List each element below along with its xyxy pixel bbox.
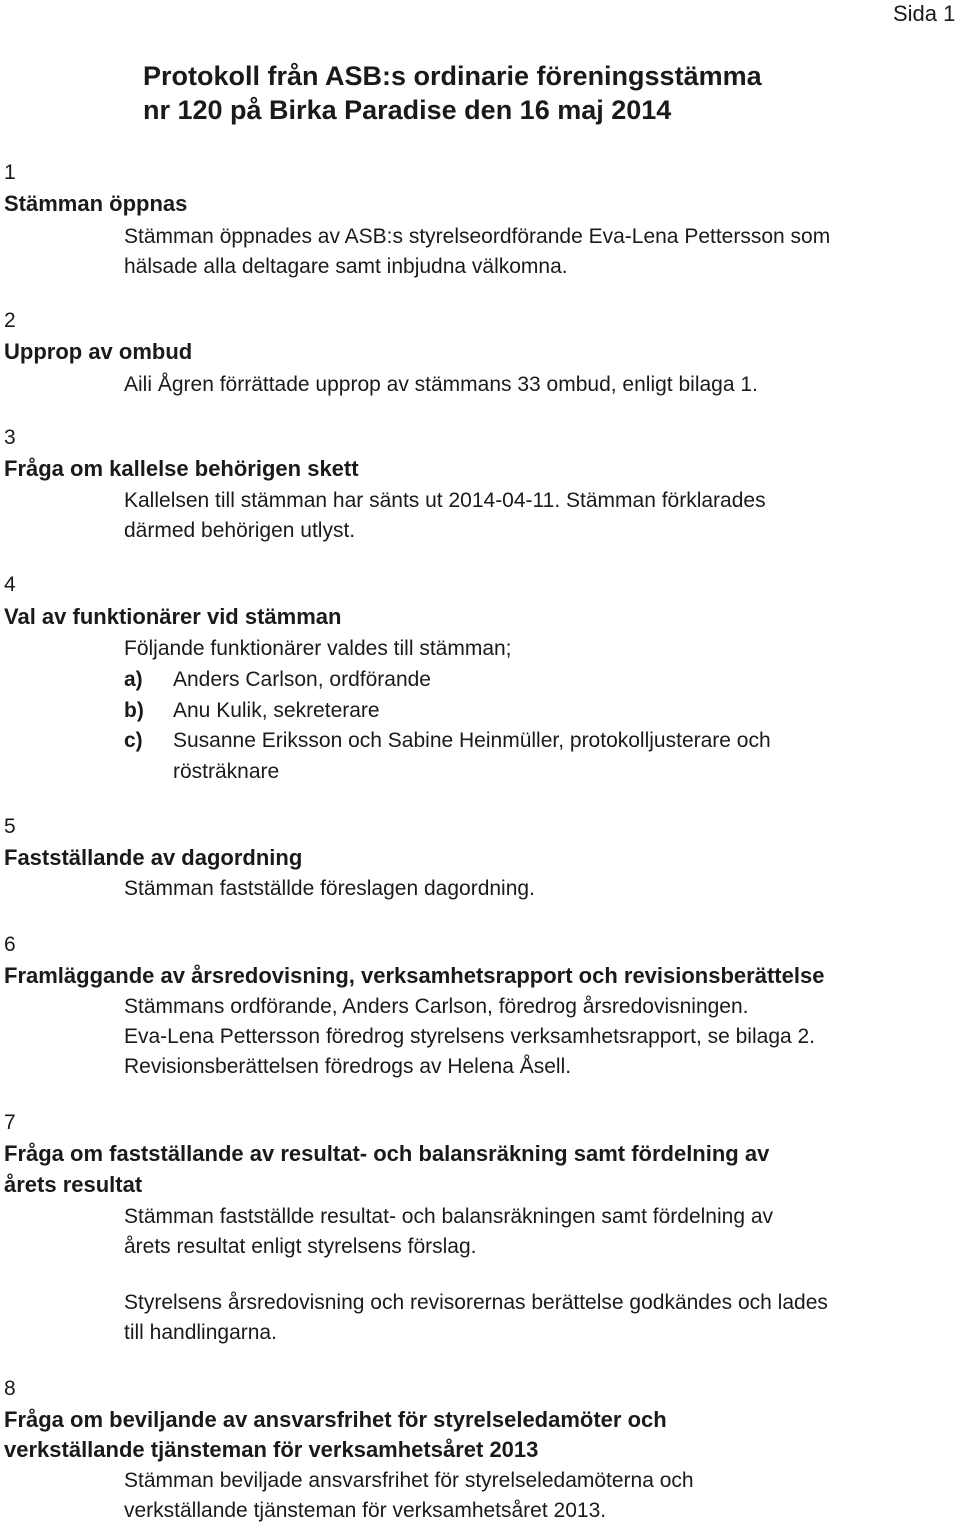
section-heading: Framläggande av årsredovisning, verksamhetsrapport och revisionsberättelse	[4, 963, 825, 988]
section-text: därmed behörigen utlyst.	[124, 519, 356, 542]
section-text: Revisionsberättelsen föredrogs av Helena Åsell.	[124, 1055, 572, 1078]
section-heading: Val av funktionärer vid stämman	[4, 604, 342, 629]
section-text: verkställande tjänsteman för verksamhetsåret 2013.	[124, 1499, 607, 1522]
section-heading: verkställande tjänsteman för verksamhetsåret 2013	[4, 1437, 539, 1462]
section-text: hälsade alla deltagare samt inbjudna välkomna.	[124, 255, 568, 278]
section-text: Stämman öppnades av ASB:s styrelseordförande Eva-Lena Pettersson som	[124, 225, 831, 248]
section-heading: Fråga om kallelse behörigen skett	[4, 456, 359, 481]
list-item-label: c)	[124, 729, 143, 752]
section-text: Stämman fastställde föreslagen dagordning.	[124, 877, 535, 900]
section-heading: Fråga om fastställande av resultat- och balansräkning samt fördelning av	[4, 1141, 770, 1166]
list-item-label: b)	[124, 699, 144, 722]
title-line: nr 120 på Birka Paradise den 16 maj 2014	[143, 95, 672, 125]
section-heading: Upprop av ombud	[4, 339, 193, 364]
section-number: 6	[4, 933, 16, 956]
section-text: Stämman beviljade ansvarsfrihet för styrelseledamöterna och	[124, 1469, 694, 1492]
section-number: 3	[4, 426, 16, 449]
section-heading: Fastställande av dagordning	[4, 845, 303, 870]
section-text: årets resultat enligt styrelsens förslag.	[124, 1235, 477, 1258]
section-number: 2	[4, 309, 16, 332]
section-text: Stämman fastställde resultat- och balansräkningen samt fördelning av	[124, 1205, 774, 1228]
title-line: Protokoll från ASB:s ordinarie föreningsstämma	[143, 61, 762, 91]
section-number: 1	[4, 161, 16, 184]
section-text: Kallelsen till stämman har sänts ut 2014-04-11. Stämman förklarades	[124, 489, 766, 512]
page-number: Sida 1	[893, 1, 956, 26]
section-number: 8	[4, 1377, 16, 1400]
list-item-text: Anders Carlson, ordförande	[173, 668, 431, 691]
section-heading: årets resultat	[4, 1172, 143, 1197]
section-text: Styrelsens årsredovisning och revisorernas berättelse godkändes och lades	[124, 1291, 828, 1314]
section-text: till handlingarna.	[124, 1321, 277, 1344]
section-text: Eva-Lena Pettersson föredrog styrelsens verksamhetsrapport, se bilaga 2.	[124, 1025, 816, 1048]
section-text: Aili Ågren förrättade upprop av stämmans 33 ombud, enligt bilaga 1.	[124, 373, 758, 396]
section-heading: Fråga om beviljande av ansvarsfrihet för styrelseledamöter och	[4, 1407, 667, 1432]
list-item-label: a)	[124, 668, 143, 691]
list-item-text: Susanne Eriksson och Sabine Heinmüller, protokolljusterare och	[173, 729, 771, 752]
section-number: 7	[4, 1111, 16, 1134]
section-number: 4	[4, 573, 16, 596]
section-heading: Stämman öppnas	[4, 191, 188, 216]
list-item-text: rösträknare	[173, 760, 280, 783]
section-text: Följande funktionärer valdes till stämman;	[124, 637, 512, 660]
section-number: 5	[4, 815, 16, 838]
section-text: Stämmans ordförande, Anders Carlson, föredrog årsredovisningen.	[124, 995, 749, 1018]
list-item-text: Anu Kulik, sekreterare	[173, 699, 380, 722]
